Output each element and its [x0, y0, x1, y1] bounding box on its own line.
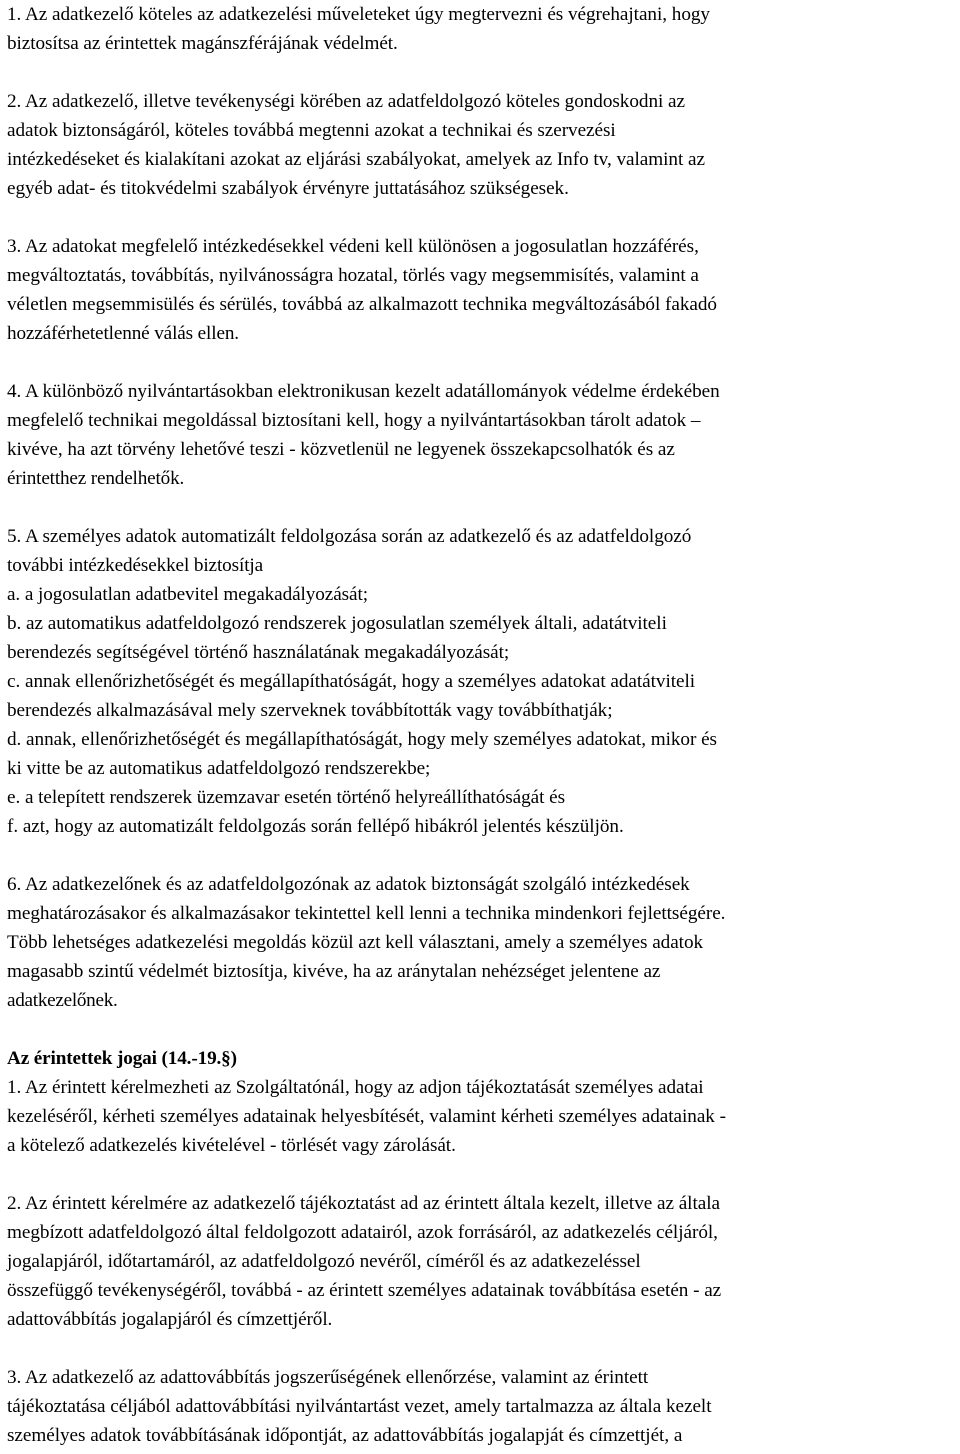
rights-paragraph-1 — [7, 1073, 957, 1160]
text-line: megbízott adatfeldolgozó által feldolgozott adatairól, azok forrásáról, az adatkezelés céljáról, — [7, 1222, 718, 1243]
text-line: véletlen megsemmisülés és sérülés, továbbá az alkalmazott technika megváltozásából fakadó — [7, 294, 717, 315]
text-line: adatkezelőnek. — [7, 990, 118, 1011]
paragraph-spacer — [7, 493, 957, 522]
paragraph-spacer — [7, 1015, 957, 1044]
document-page — [7, 0, 957, 1450]
text-line: a kötelező adatkezelés kivételével - törlését vagy zárolását. — [7, 1135, 456, 1156]
text-line: berendezés alkalmazásával mely szerveknek továbbították vagy továbbíthatják; — [7, 700, 613, 721]
paragraph-spacer — [7, 1334, 957, 1363]
list-item-f: f. azt, hogy az automatizált feldolgozás során fellépő hibákról jelentés készüljön. — [7, 816, 624, 837]
list-item-b: b. az automatikus adatfeldolgozó rendszerek jogosulatlan személyek általi, adatátviteli — [7, 613, 667, 634]
text-line: 1. Az adatkezelő köteles az adatkezelési műveleteket úgy megtervezni és végrehajtani, hogy — [7, 4, 710, 25]
text-line: 1. Az érintett kérelmezheti az Szolgáltatónál, hogy az adjon tájékoztatását személyes adatai — [7, 1077, 704, 1098]
text-line: 3. Az adatokat megfelelő intézkedésekkel védeni kell különösen a jogosulatlan hozzáférés, — [7, 236, 699, 257]
text-line: 3. Az adatkezelő az adattovábbítás jogszerűségének ellenőrzése, valamint az érintett — [7, 1367, 649, 1388]
text-line: összefüggő tevékenységéről, továbbá - az érintett személyes adatainak továbbítása esetén - az — [7, 1280, 722, 1301]
paragraph-3 — [7, 232, 957, 348]
paragraph-5 — [7, 522, 957, 841]
text-line: intézkedéseket és kialakítani azokat az eljárási szabályokat, amelyek az Info tv, valamint az — [7, 149, 705, 170]
text-line: kivéve, ha azt törvény lehetővé teszi - közvetlenül ne legyenek összekapcsolhatók és az — [7, 439, 675, 460]
list-item-d: d. annak, ellenőrizhetőségét és megállapíthatóságát, hogy mely személyes adatokat, mikor és — [7, 729, 717, 750]
section-heading: Az érintettek jogai (14.-19.§) — [7, 1048, 237, 1069]
paragraph-spacer — [7, 841, 957, 870]
text-line: 2. Az adatkezelő, illetve tevékenységi körében az adatfeldolgozó köteles gondoskodni az — [7, 91, 685, 112]
text-line: berendezés segítségével történő használatának megakadályozását; — [7, 642, 510, 663]
text-line: egyéb adat- és titokvédelmi szabályok érvényre juttatásához szükségesek. — [7, 178, 569, 199]
paragraph-spacer — [7, 348, 957, 377]
text-line: hozzáférhetetlenné válás ellen. — [7, 323, 239, 344]
text-line: személyes adatok továbbításának időpontját, az adattovábbítás jogalapját és címzettjét, a — [7, 1425, 683, 1446]
text-line: tájékoztatása céljából adattovábbítási nyilvántartást vezet, amely tartalmazza az általa kezelt — [7, 1396, 712, 1417]
paragraph-6 — [7, 870, 957, 1015]
text-line: magasabb szintű védelmét biztosítja, kivéve, ha az aránytalan nehézséget jelentene az — [7, 961, 661, 982]
text-line: 4. A különböző nyilvántartásokban elektronikusan kezelt adatállományok védelme érdekében — [7, 381, 720, 402]
text-line: adattovábbítás jogalapjáról és címzettjéről. — [7, 1309, 333, 1330]
paragraph-spacer — [7, 1160, 957, 1189]
text-line: meghatározásakor és alkalmazásakor tekintettel kell lenni a technika mindenkori fejlettségére. — [7, 903, 726, 924]
text-line: Több lehetséges adatkezelési megoldás közül azt kell választani, amely a személyes adatok — [7, 932, 704, 953]
rights-paragraph-3 — [7, 1363, 957, 1450]
text-line: 5. A személyes adatok automatizált feldolgozása során az adatkezelő és az adatfeldolgozó — [7, 526, 692, 547]
text-line: megfelelő technikai megoldással biztosítani kell, hogy a nyilvántartásokban tárolt adatok – — [7, 410, 701, 431]
text-line: jogalapjáról, időtartamáról, az adatfeldolgozó nevéről, címéről és az adatkezeléssel — [7, 1251, 641, 1272]
text-line: érintetthez rendelhetők. — [7, 468, 185, 489]
text-line: kezeléséről, kérheti személyes adatainak helyesbítését, valamint kérheti személyes adatainak - — [7, 1106, 726, 1127]
text-line: megváltoztatás, továbbítás, nyilvánosságra hozatal, törlés vagy megsemmisítés, valamint a — [7, 265, 699, 286]
text-line: 2. Az érintett kérelmére az adatkezelő tájékoztatást ad az érintett általa kezelt, illetve az általa — [7, 1193, 720, 1214]
paragraph-2 — [7, 87, 957, 203]
rights-paragraph-2 — [7, 1189, 957, 1334]
text-line: adatok biztonságáról, köteles továbbá megtenni azokat a technikai és szervezési — [7, 120, 616, 141]
paragraph-spacer — [7, 203, 957, 232]
paragraph-4 — [7, 377, 957, 493]
list-item-e: e. a telepített rendszerek üzemzavar esetén történő helyreállíthatóságát és — [7, 787, 566, 808]
list-item-c: c. annak ellenőrizhetőségét és megállapíthatóságát, hogy a személyes adatokat adatátviteli — [7, 671, 696, 692]
text-line: ki vitte be az automatikus adatfeldolgozó rendszerekbe; — [7, 758, 431, 779]
paragraph-spacer — [7, 58, 957, 87]
list-item-a: a. a jogosulatlan adatbevitel megakadályozását; — [7, 584, 368, 605]
text-line: biztosítsa az érintettek magánszférájának védelmét. — [7, 33, 398, 54]
text-line: további intézkedésekkel biztosítja — [7, 555, 264, 576]
text-line: 6. Az adatkezelőnek és az adatfeldolgozónak az adatok biztonságát szolgáló intézkedések — [7, 874, 690, 895]
paragraph-1 — [7, 0, 957, 58]
